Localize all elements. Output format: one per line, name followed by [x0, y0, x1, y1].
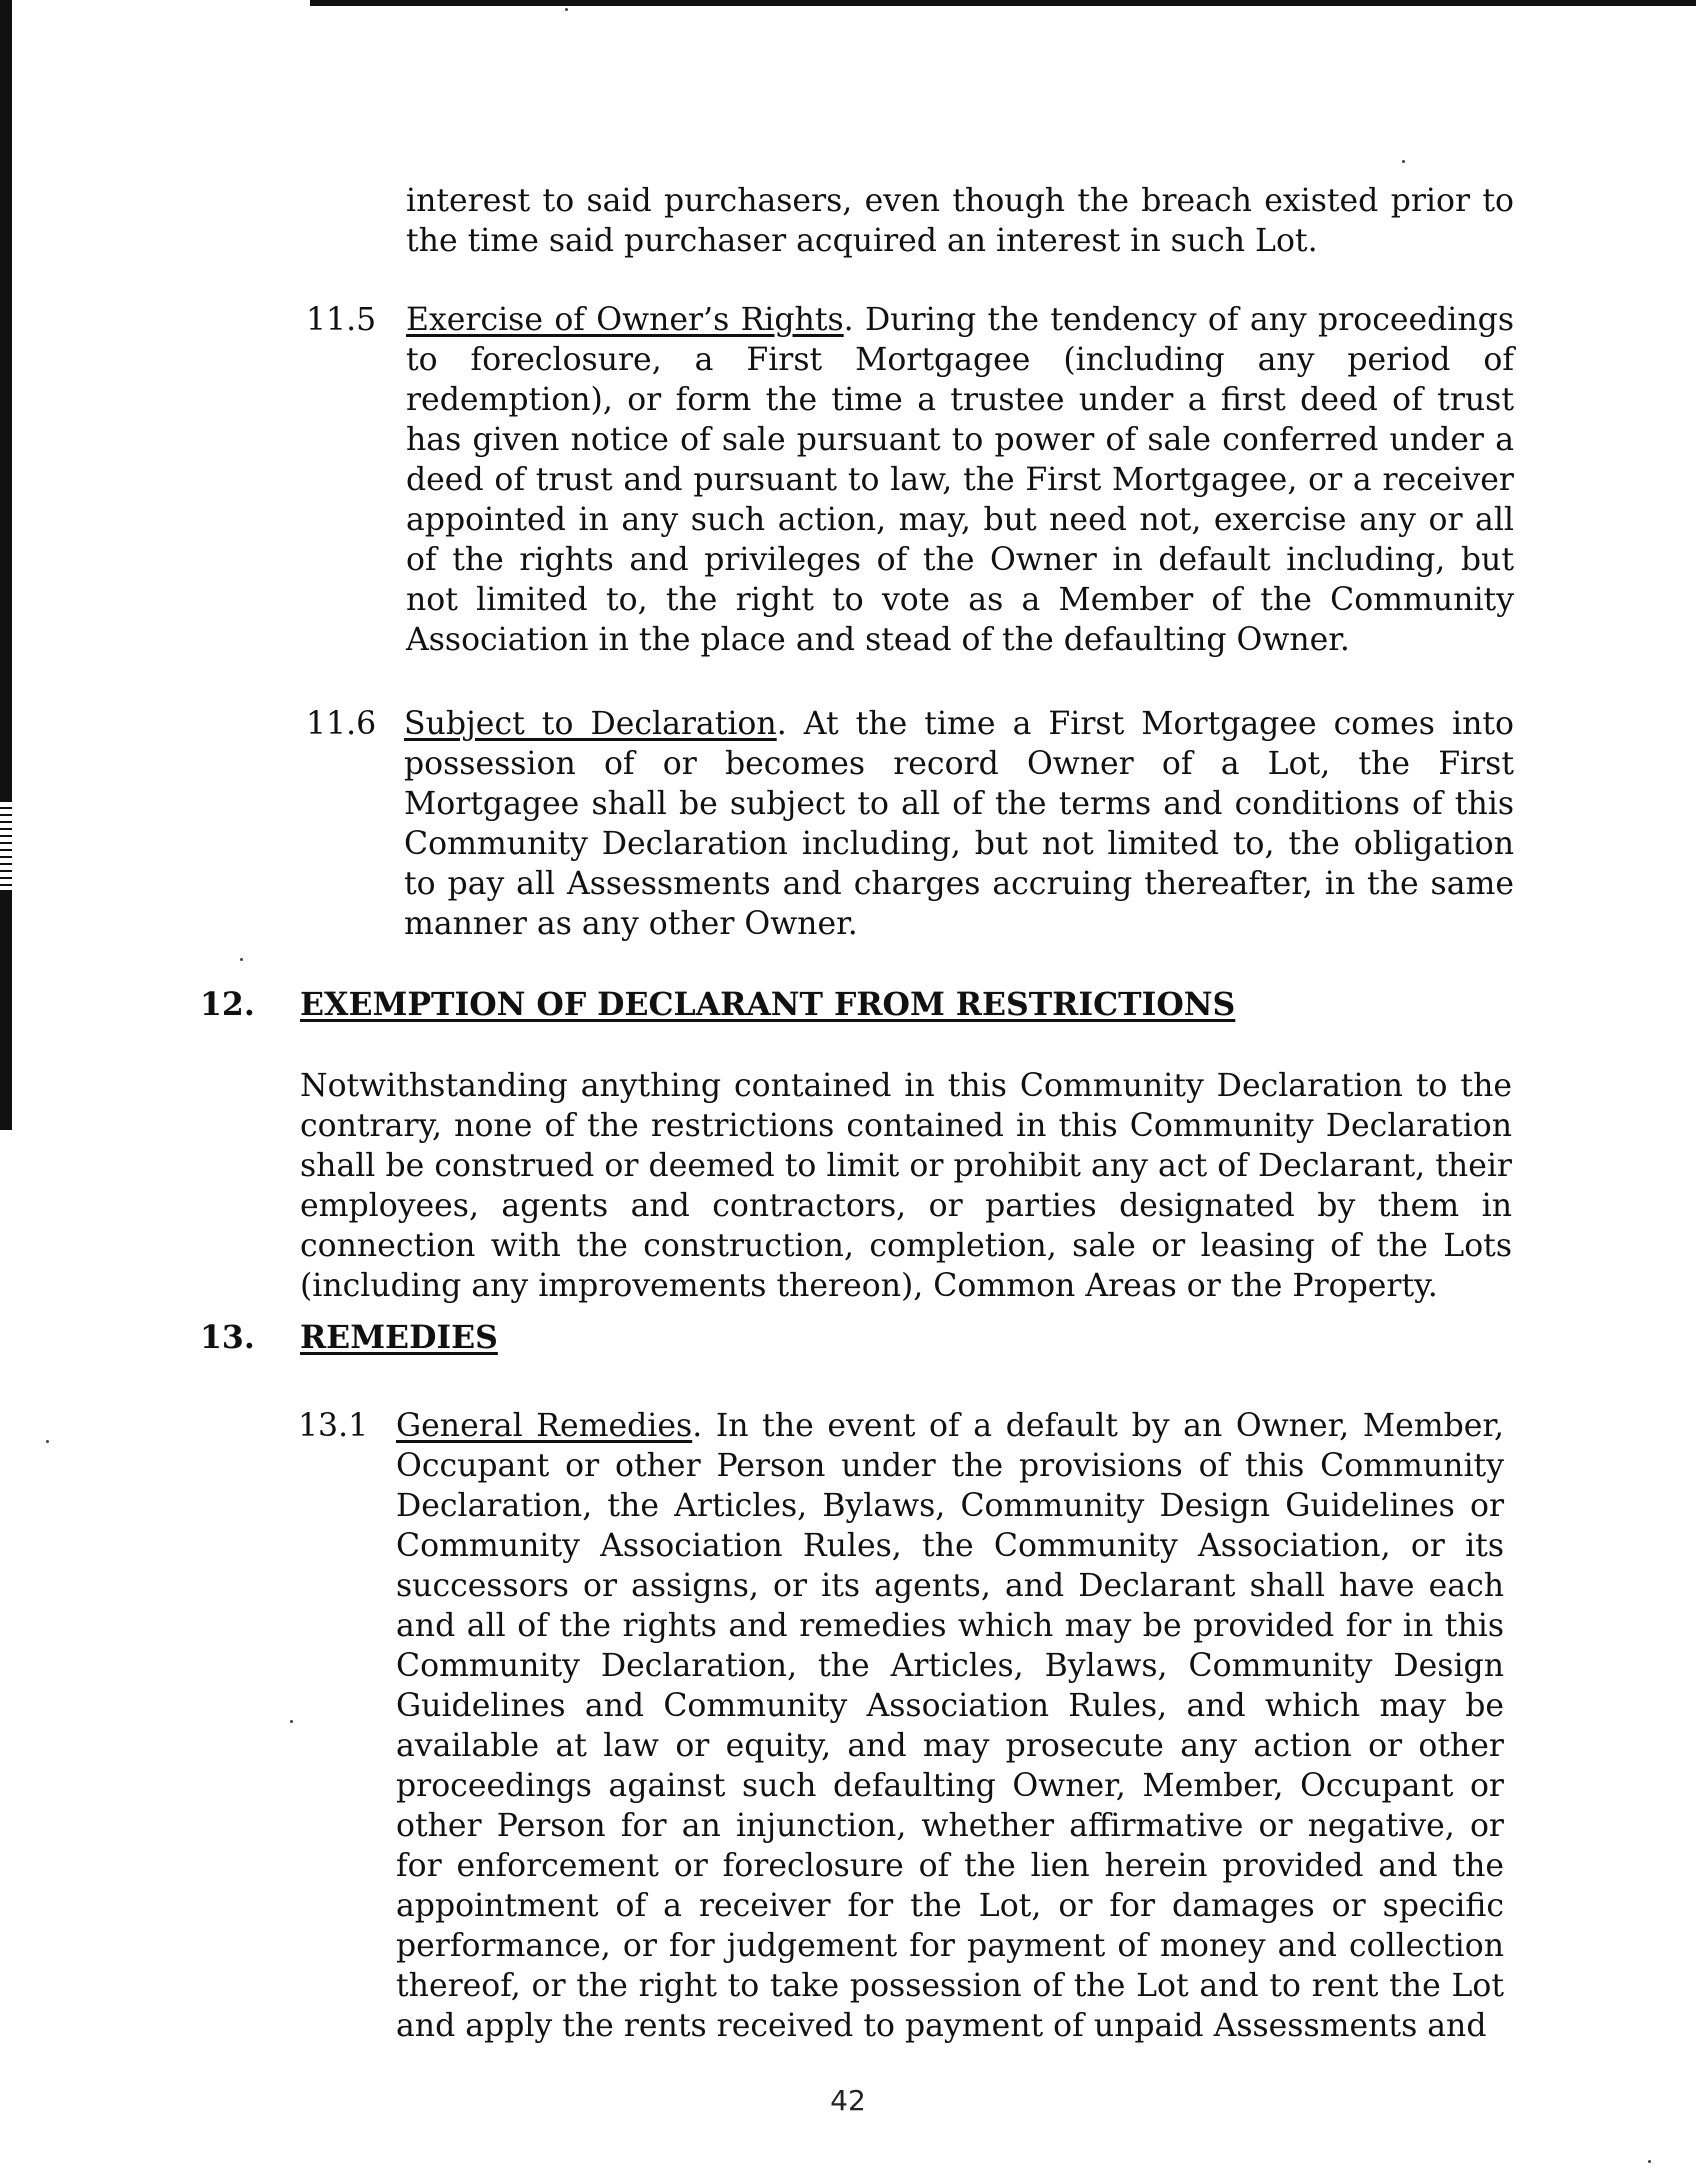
scan-speck [290, 1720, 293, 1723]
scan-binding-marks [0, 800, 12, 890]
section-13-1-title: General Remedies [396, 1408, 693, 1444]
section-13-number: 13. [200, 1319, 255, 1356]
section-11-6-number: 11.6 [306, 706, 377, 742]
scan-top-border [310, 0, 1696, 6]
scan-speck [240, 958, 243, 961]
section-11-6-paragraph [404, 704, 1514, 944]
continuation-paragraph: interest to said purchasers, even though the breach existed prior to the time said purchaser acquired an interest in such Lot. [406, 183, 1514, 259]
section-11-5-body: . During the tendency of any proceedings to foreclosure, a First Mortgagee (including any period of redemption), or form the time a trustee under a first deed of trust has given notice of sale pursuant to power of sale conferred under a deed of trust and pursuant to law, the First Mortgagee, or a receiver appointed in any such action, may, but need not, exercise any or all of the rights and privileges of the Owner in default including, but not limited to, the right to vote as a Member of the Community Association in the place and stead of the defaulting Owner. [406, 302, 1514, 658]
scan-speck [565, 8, 568, 11]
scan-speck [1648, 2160, 1651, 2163]
section-13-1-number: 13.1 [298, 1408, 369, 1444]
scan-left-border [0, 0, 12, 1130]
section-12-paragraph: Notwithstanding anything contained in this Community Declaration to the contrary, none of the restrictions contained in this Community Declaration shall be construed or deemed to limit or prohibit any act of Declarant, their employees, agents and contractors, or parties designated by them in connection with the construction, completion, sale or leasing of the Lots (including any improvements thereon), Common Areas or the Property. [300, 1068, 1512, 1304]
section-12-number: 12. [200, 986, 255, 1023]
section-13-1-paragraph [396, 1406, 1504, 2046]
section-13-1-body: . In the event of a default by an Owner, Member, Occupant or other Person under the provisions of this Community Declaration, the Articles, Bylaws, Community Design Guidelines or Community Association Rules, the Community Association, or its successors or assigns, or its agents, and Declarant shall have each and all of the rights and remedies which may be provided for in this Community Declaration, the Articles, Bylaws, Community Design Guidelines and Community Association Rules, and which may be available at law or equity, and may prosecute any action or other proceedings against such defaulting Owner, Member, Occupant or other Person for an injunction, whether affirmative or negative, or for enforcement or foreclosure of the lien herein provided and the appointment of a receiver for the Lot, or for damages or specific performance, or for judgement for payment of money and collection thereof, or the right to take possession of the Lot and to rent the Lot and apply the rents received to payment of unpaid Assessments and [396, 1408, 1504, 2044]
scan-speck [1402, 160, 1405, 163]
page-number: 42 [830, 2084, 866, 2117]
section-13-heading: REMEDIES [300, 1319, 498, 1356]
scan-speck [46, 1440, 49, 1443]
section-11-5-paragraph [406, 300, 1514, 660]
section-11-6-title: Subject to Declaration [404, 706, 777, 742]
section-12-heading: EXEMPTION OF DECLARANT FROM RESTRICTIONS [300, 986, 1236, 1023]
section-11-5-number: 11.5 [306, 302, 377, 338]
section-11-5-title: Exercise of Owner’s Rights [406, 302, 844, 338]
section-11-6-body: . At the time a First Mortgagee comes into possession of or becomes record Owner of a Lot, the First Mortgagee shall be subject to all of the terms and conditions of this Community Declaration including, but not limited to, the obligation to pay all Assessments and charges accruing thereafter, in the same manner as any other Owner. [404, 706, 1514, 942]
